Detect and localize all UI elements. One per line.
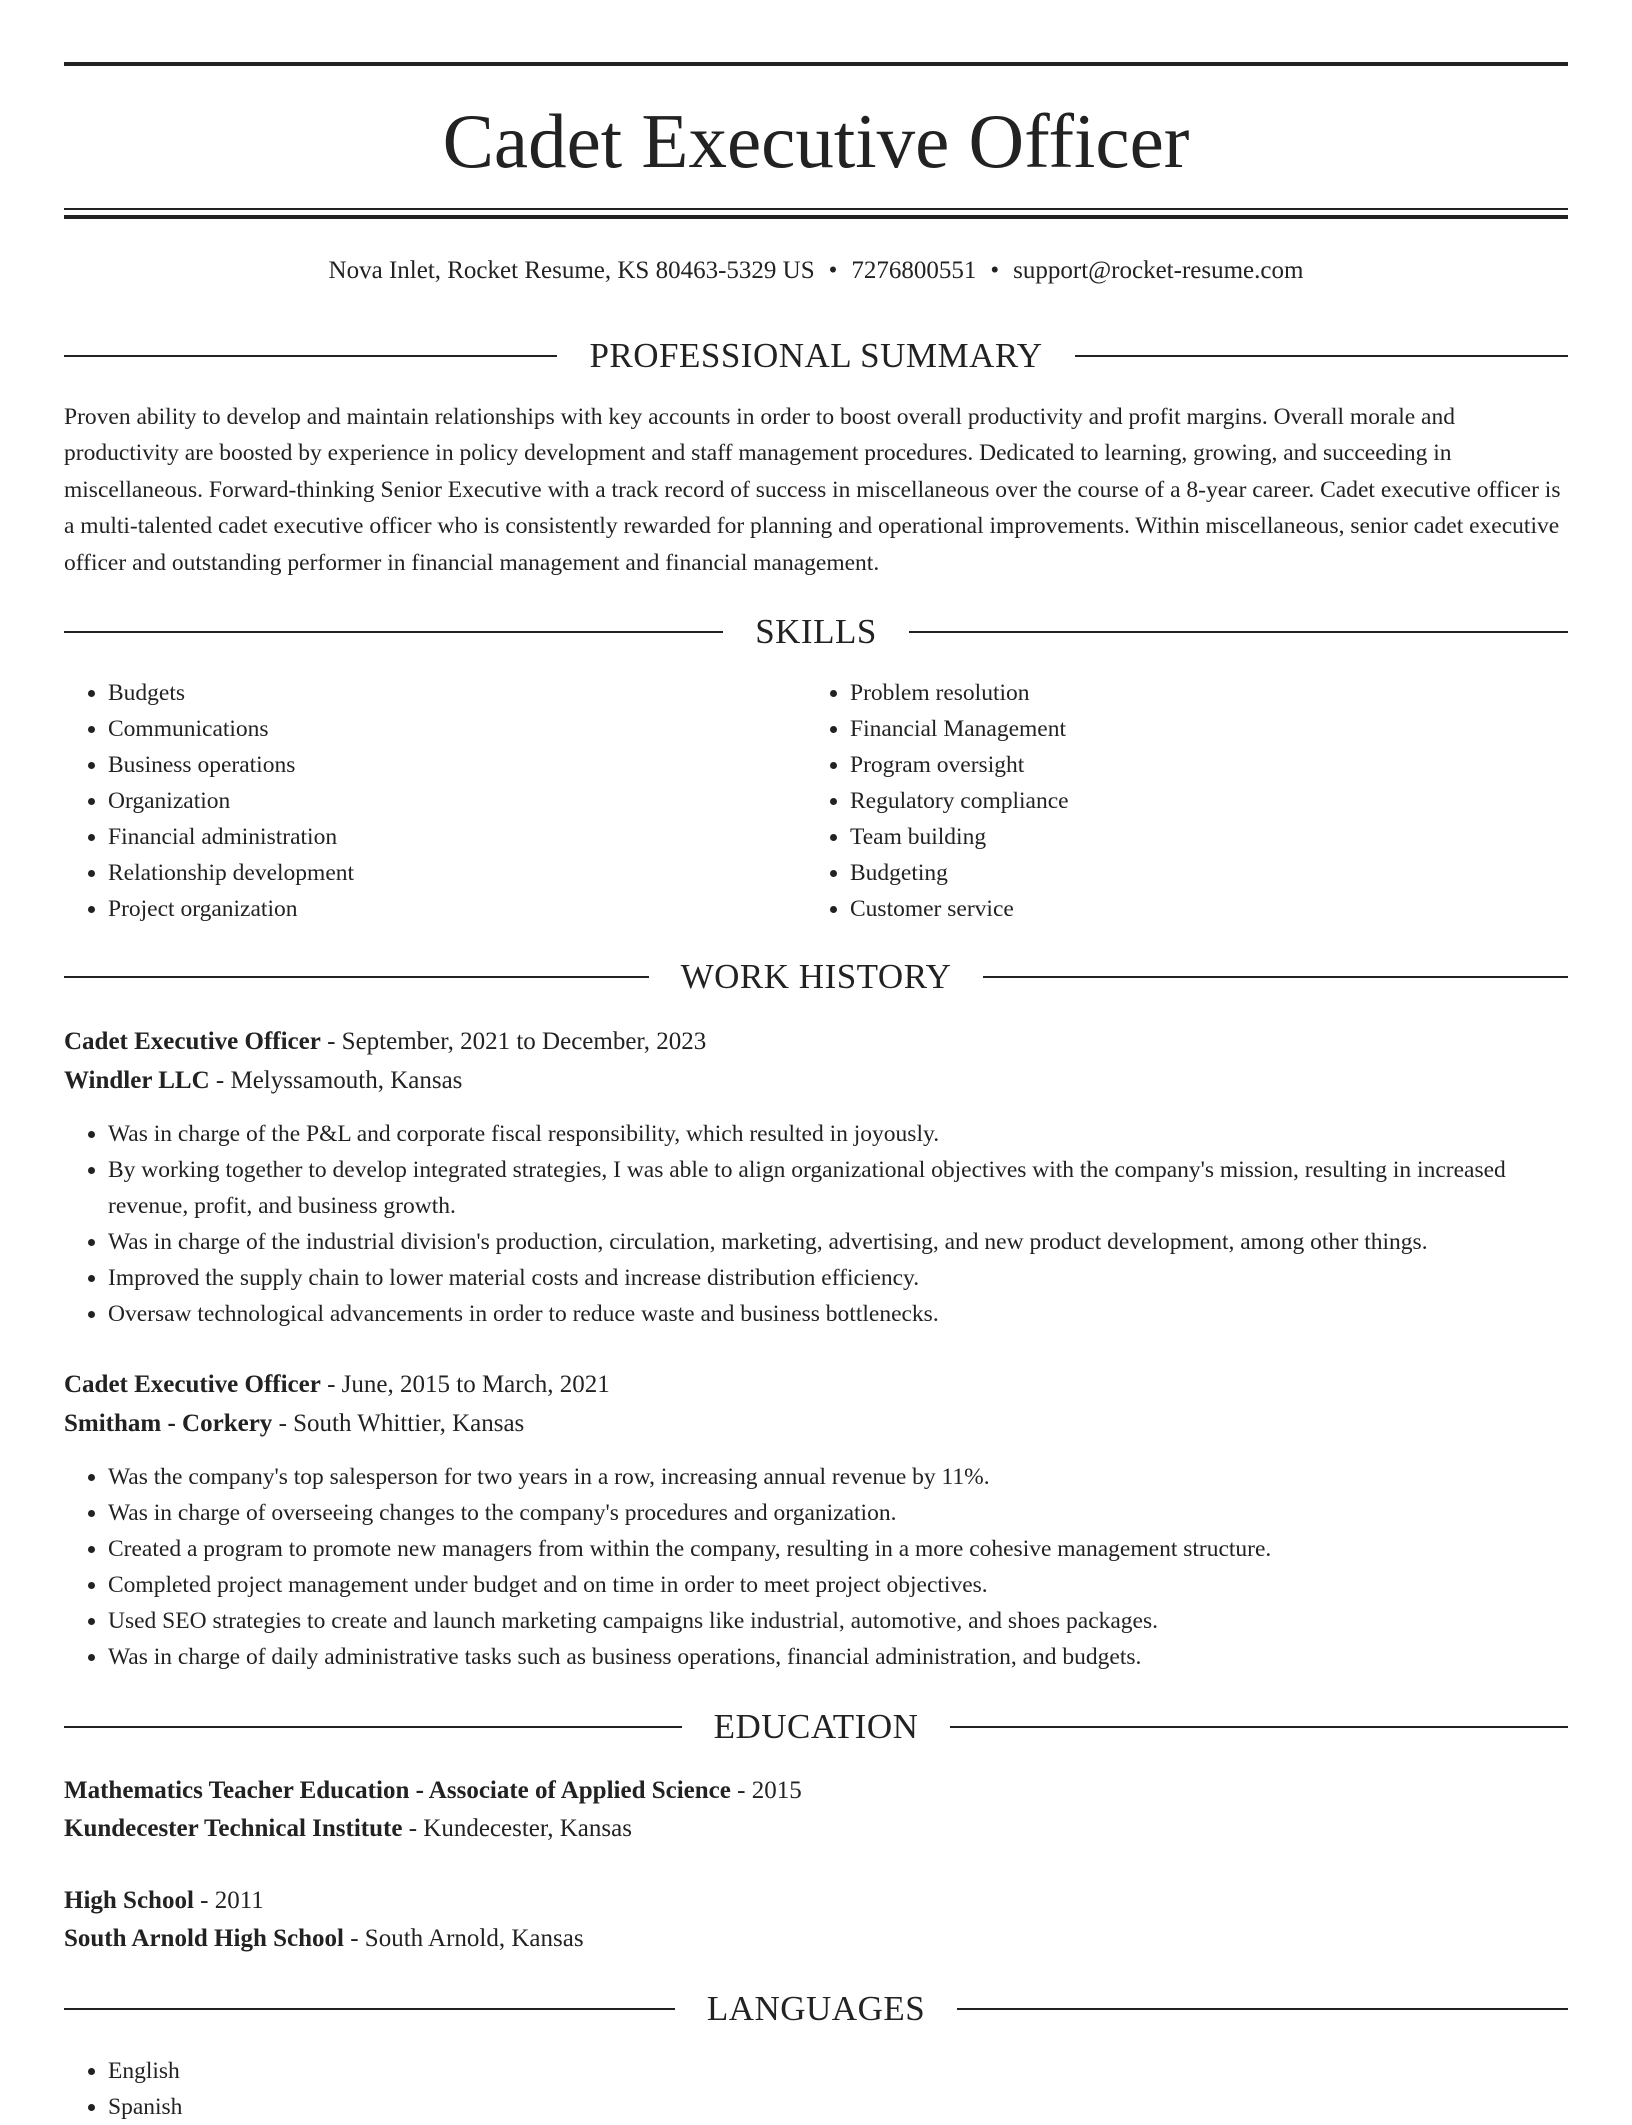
education-year: - 2015: [730, 1777, 802, 1804]
skill-item: • Budgeting: [850, 855, 1486, 891]
skill-item: • Relationship development: [108, 855, 744, 891]
heading-rule: [909, 631, 1568, 633]
heading-rule: [957, 2008, 1568, 2010]
heading-rule: [1075, 355, 1568, 357]
job-bullets: [64, 1459, 1568, 1675]
education-school-line: [64, 1921, 1568, 1957]
section-heading-education: [64, 1705, 1568, 1749]
contact-separator: •: [990, 257, 1000, 284]
heading-rule: [64, 631, 723, 633]
job-company-line: [64, 1406, 1568, 1442]
section-title: SKILLS: [755, 612, 877, 651]
header-bottom-rule-thick: [64, 215, 1568, 219]
education-school: Kundecester Technical Institute: [64, 1815, 403, 1842]
skill-item: • Business operations: [108, 747, 744, 783]
job-location: - South Whittier, Kansas: [272, 1410, 525, 1437]
job-bullet: • By working together to develop integrated strategies, I was able to align organizational objectives with the company's mission, resulting in increased revenue, profit, and business growth.: [108, 1152, 1568, 1224]
section-title: PROFESSIONAL SUMMARY: [589, 336, 1043, 375]
skill-item: • Organization: [108, 783, 744, 819]
language-item: • Spanish: [108, 2089, 1568, 2125]
job-bullet: • Was in charge of daily administrative tasks such as business operations, financial administration, and budgets.: [108, 1639, 1568, 1675]
job-bullet: • Was in charge of the industrial division's production, circulation, marketing, advertising, and new product development, among other things.: [108, 1224, 1568, 1260]
candidate-name: Cadet Executive Officer: [442, 98, 1190, 184]
job-company: Smitham - Corkery: [64, 1410, 273, 1437]
skill-item: • Project organization: [108, 891, 744, 927]
education-location: - Kundecester, Kansas: [402, 1815, 632, 1842]
job-company-line: [64, 1063, 1568, 1099]
contact-email: support@rocket-resume.com: [1013, 257, 1304, 284]
section-heading-summary: [64, 334, 1568, 378]
contact-line: [64, 253, 1568, 289]
language-item: • English: [108, 2053, 1568, 2089]
job-bullet: • Improved the supply chain to lower material costs and increase distribution efficiency.: [108, 1260, 1568, 1296]
education-school-line: [64, 1811, 1568, 1847]
education-degree-line: [64, 1773, 1568, 1809]
job-title: Cadet Executive Officer: [64, 1371, 321, 1398]
header-bottom-rule-thin: [64, 208, 1568, 210]
heading-rule: [64, 355, 557, 357]
job-location: - Melyssamouth, Kansas: [209, 1067, 463, 1094]
job-bullet: • Was in charge of overseeing changes to the company's procedures and organization.: [108, 1495, 1568, 1531]
skill-item: • Team building: [850, 819, 1486, 855]
job-dates: - June, 2015 to March, 2021: [320, 1371, 610, 1398]
skill-item: • Problem resolution: [850, 675, 1486, 711]
skill-item: • Financial administration: [108, 819, 744, 855]
education-school: South Arnold High School: [64, 1925, 344, 1952]
education-degree: Mathematics Teacher Education - Associate of Applied Science: [64, 1777, 731, 1804]
skill-item: • Program oversight: [850, 747, 1486, 783]
skill-item: • Customer service: [850, 891, 1486, 927]
skill-item: • Communications: [108, 711, 744, 747]
heading-rule: [64, 1726, 682, 1728]
job-title: Cadet Executive Officer: [64, 1028, 321, 1055]
job-bullet: • Was the company's top salesperson for two years in a row, increasing annual revenue by 11%.: [108, 1459, 1568, 1495]
education-degree-line: [64, 1883, 1568, 1919]
skills-column-right: [806, 675, 1486, 927]
contact-separator: •: [828, 257, 838, 284]
education-location: - South Arnold, Kansas: [343, 1925, 584, 1952]
section-heading-languages: [64, 1987, 1568, 2031]
languages-list: [64, 2053, 1568, 2125]
heading-rule: [950, 1726, 1568, 1728]
summary-text: Proven ability to develop and maintain relationships with key accounts in order to boost overall productivity and profit margins. Overall morale and productivity are boosted by experience in policy development and staff management procedures. Dedicated to learning, growing, and succeeding in miscellaneous. Forward-thinking Senior Executive with a track record of success in miscellaneous over the course of a 8-year career. Cadet executive officer is a multi-talented cadet executive officer who is consistently rewarded for planning and operational improvements. Within miscellaneous, senior cadet executive officer and outstanding performer in financial management and financial management.: [64, 404, 1561, 576]
education-year: - 2011: [193, 1887, 264, 1914]
job-title-line: [64, 1367, 1568, 1403]
job-bullet: • Used SEO strategies to create and launch marketing campaigns like industrial, automotive, and shoes packages.: [108, 1603, 1568, 1639]
job-bullets: [64, 1116, 1568, 1332]
section-heading-work: [64, 955, 1568, 999]
job-title-line: [64, 1024, 1568, 1060]
skill-item: • Budgets: [108, 675, 744, 711]
job-bullet: • Created a program to promote new managers from within the company, resulting in a more cohesive management structure.: [108, 1531, 1568, 1567]
job-company: Windler LLC: [64, 1067, 210, 1094]
education-degree: High School: [64, 1887, 194, 1914]
section-heading-skills: [64, 610, 1568, 654]
skill-item: • Financial Management: [850, 711, 1486, 747]
heading-rule: [64, 976, 649, 978]
job-bullet: • Oversaw technological advancements in order to reduce waste and business bottlenecks.: [108, 1296, 1568, 1332]
section-title: EDUCATION: [713, 1707, 919, 1746]
job-dates: - September, 2021 to December, 2023: [320, 1028, 707, 1055]
heading-rule: [64, 2008, 675, 2010]
skill-item: • Regulatory compliance: [850, 783, 1486, 819]
header-top-rule: [64, 62, 1568, 66]
skills-column-left: [64, 675, 744, 927]
heading-rule: [983, 976, 1568, 978]
contact-phone: 7276800551: [851, 257, 977, 284]
section-title: WORK HISTORY: [680, 957, 952, 996]
job-bullet: • Completed project management under budget and on time in order to meet project objectives.: [108, 1567, 1568, 1603]
job-bullet: • Was in charge of the P&L and corporate fiscal responsibility, which resulted in joyously.: [108, 1116, 1568, 1152]
contact-address: Nova Inlet, Rocket Resume, KS 80463-5329 US: [328, 257, 815, 284]
section-title: LANGUAGES: [706, 1989, 926, 2028]
